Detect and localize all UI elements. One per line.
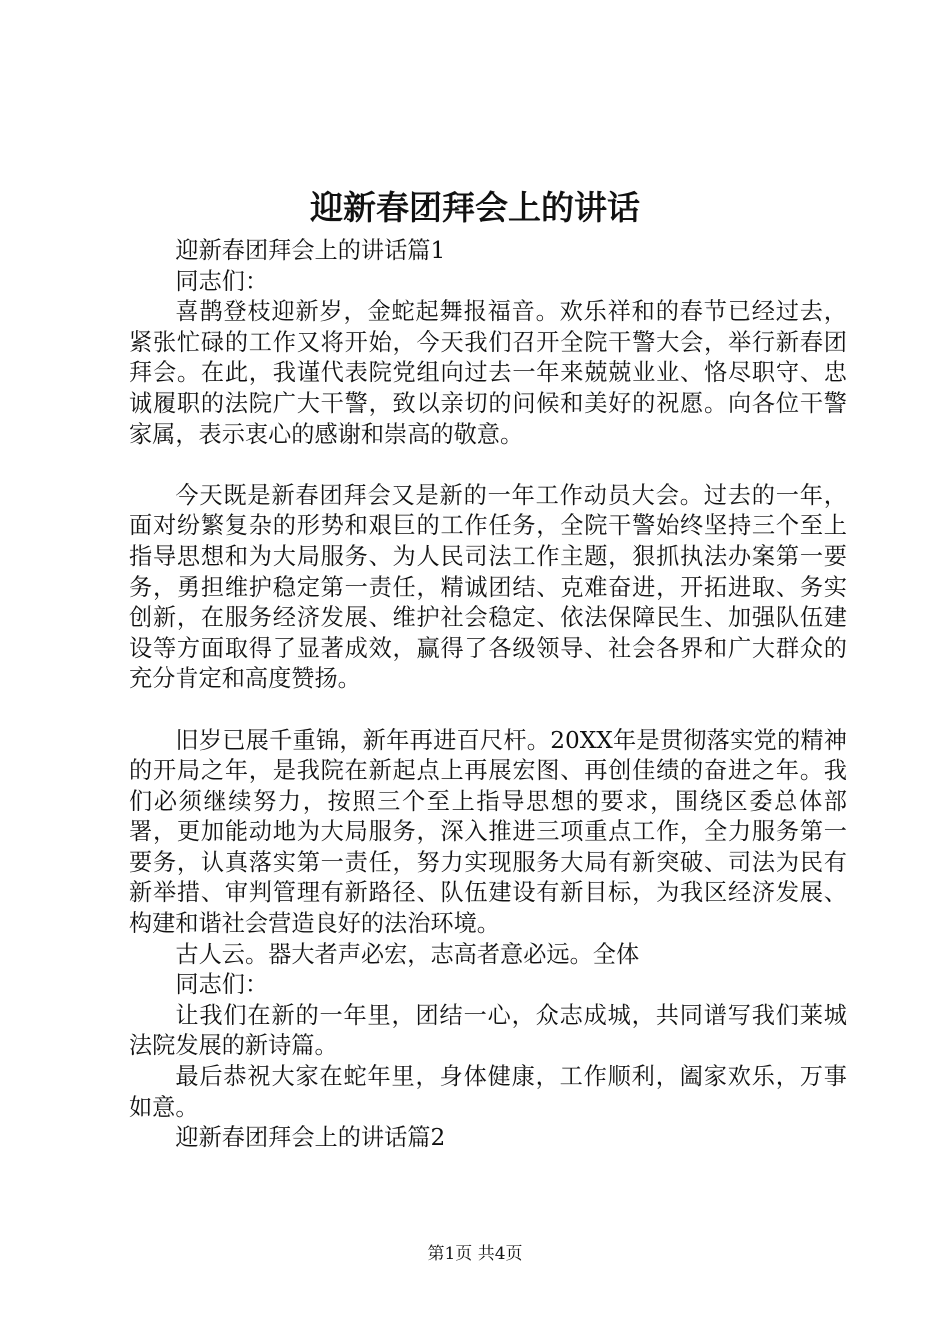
paragraph-call: 让我们在新的一年里，团结一心，众志成城，共同谱写我们莱城法院发展的新诗篇。 [129, 1001, 847, 1060]
document-title: 迎新春团拜会上的讲话 [310, 188, 640, 227]
paragraph-quote: 古人云。器大者声必宏，志高者意必远。全体 [175, 940, 640, 968]
document-body [129, 236, 847, 1154]
salutation-2: 同志们： [175, 971, 269, 999]
section-heading-1: 迎新春团拜会上的讲话篇1 [175, 237, 446, 264]
paragraph-wishes: 最后恭祝大家在蛇年里，身体健康，工作顺利，阖家欢乐，万事如意。 [129, 1063, 847, 1121]
page-indicator: 第1页 共4页 [427, 1244, 523, 1264]
section-heading-2: 迎新春团拜会上的讲话篇2 [175, 1124, 446, 1152]
salutation: 同志们： [175, 267, 269, 295]
paragraph-review: 今天既是新春团拜会又是新的一年工作动员大会。过去的一年，面对纷繁复杂的形势和艰巨的工作任务，全院干警始终坚持三个至上指导思想和为大局服务、为人民司法工作主题，狠抓执法办案第一要务，勇担维护稳定第一责任，精诚团结、克难奋进，开拓进取、务实创新，在服务经济发展、维护社会稳定、依法保障民生、加强队伍建设等方面取得了显著成效，赢得了各级领导、社会各界和广大群众的充分肯定和高度赞扬。 [129, 481, 847, 693]
paragraph-plan: 旧岁已展千重锦，新年再进百尺杆。20XX年是贯彻落实党的精神的开局之年，是我院在新起点上再展宏图、再创佳绩的奋进之年。我们必须继续努力，按照三个至上指导思想的要求，围绕区委总体部署，更加能动地为大局服务，深入推进三项重点工作，全力服务第一要务，认真落实第一责任，努力实现服务大局有新突破、司法为民有新举措、审判管理有新路径、队伍建设有新目标，为我区经济发展、构建和谐社会营造良好的法治环境。 [129, 726, 847, 938]
paragraph-greeting: 喜鹊登枝迎新岁，金蛇起舞报福音。欢乐祥和的春节已经过去，紧张忙碌的工作又将开始，今天我们召开全院干警大会，举行新春团拜会。在此，我谨代表院党组向过去一年来兢兢业业、恪尽职守、忠诚履职的法院广大干警，致以亲切的问候和美好的祝愿。向各位干警家属，表示衷心的感谢和崇高的敬意。 [129, 298, 847, 448]
